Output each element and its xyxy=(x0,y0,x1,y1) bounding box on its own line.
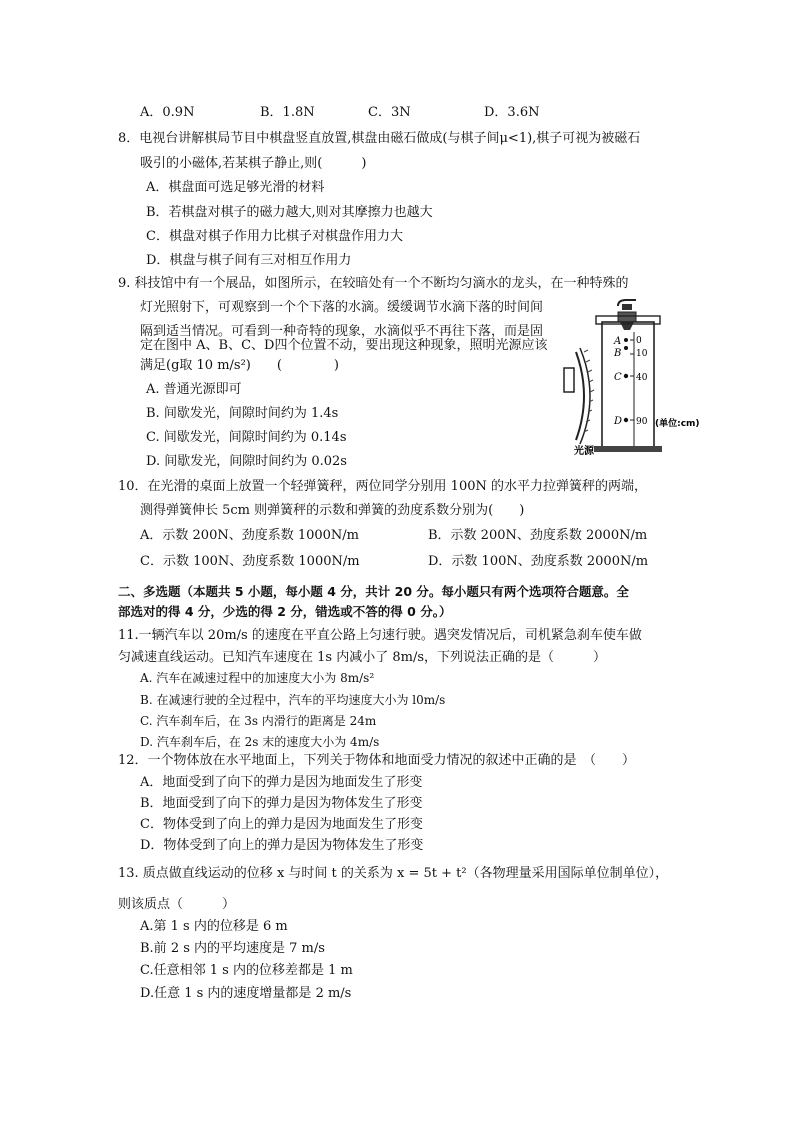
q8-stem-line1: 8．电视台讲解棋局节目中棋盘竖直放置,棋盘由磁石做成(与棋子间μ<1),棋子可视为被磁石 xyxy=(118,131,641,146)
tick-40: 40 xyxy=(636,373,648,383)
section2-heading-line1: 二、多选题（本题共 5 小题，每小题 4 分，共计 20 分。每小题只有两个选项符合题意。全 xyxy=(118,584,629,599)
q9-option-c: C. 间歇发光，间隙时间约为 0.14s xyxy=(146,430,347,445)
q10-option-b: B．示数 200N、劲度系数 2000N/m xyxy=(428,528,648,543)
q11-stem-line1: 11.一辆汽车以 20m/s 的速度在平直公路上匀速行驶。遇突发情况后，司机紧急刹车使车做 xyxy=(118,628,642,643)
drop-b xyxy=(624,346,628,350)
label-b: B xyxy=(614,348,622,359)
tube xyxy=(594,316,662,452)
q7-option-a: A．0.9N xyxy=(140,105,195,120)
q13-option-a: A.第 1 s 内的位移是 6 m xyxy=(140,919,288,934)
q7-option-b: B．1.8N xyxy=(260,105,315,120)
q8-option-b: B．若棋盘对棋子的磁力越大,则对其摩擦力也越大 xyxy=(146,205,433,220)
light-source xyxy=(564,348,594,444)
q10-stem-line1: 10．在光滑的桌面上放置一个轻弹簧秤，两位同学分别用 100N 的水平力拉弹簧秤的两端， xyxy=(118,479,647,494)
q9-stem-line4: 定在图中 A、B、C、D四个位置不动，要出现这种现象，照明光源应该 xyxy=(140,338,548,353)
q9-stem-line5: 满足(g取 10 m/s²) ( ) xyxy=(140,358,340,373)
q13-stem-line1: 13. 质点做直线运动的位移 x 与时间 t 的关系为 x = 5t + t²（各物理量采用国际单位制单位）， xyxy=(118,866,669,881)
q13-option-d: D.任意 1 s 内的速度增量都是 2 m/s xyxy=(140,986,352,1001)
drop-c xyxy=(624,374,628,378)
q12-stem: 12．一个物体放在水平地面上，下列关于物体和地面受力情况的叙述中正确的是 （ ） xyxy=(118,753,636,768)
q9-stem-line3: 隔到适当情况。可看到一种奇特的现象，水滴似乎不再往下落，而是固 xyxy=(140,324,544,339)
tick-90: 90 xyxy=(636,417,648,427)
q9-stem-line1: 9. 科技馆中有一个展品，如图所示，在较暗处有一个不断均匀滴水的龙头，在一种特殊的 xyxy=(118,276,629,291)
label-d: D xyxy=(614,416,623,427)
q10-option-a: A．示数 200N、劲度系数 1000N/m xyxy=(140,528,360,543)
q10-stem-line2: 测得弹簧伸长 5cm 则弹簧秤的示数和弹簧的劲度系数分别为( ) xyxy=(140,503,525,518)
q8-option-d: D．棋盘与棋子间有三对相互作用力 xyxy=(146,253,352,268)
q7-option-c: C．3N xyxy=(368,105,411,120)
q13-stem-line2: 则该质点（ ） xyxy=(118,897,236,912)
faucet-tube-diagram xyxy=(556,296,716,458)
tick-0: 0 xyxy=(636,336,642,346)
q8-option-c: C．棋盘对棋子作用力比棋子对棋盘作用力大 xyxy=(146,229,403,244)
q13-option-c: C.任意相邻 1 s 内的位移差都是 1 m xyxy=(140,963,353,978)
q9-figure xyxy=(556,296,716,458)
q11-stem-line2: 匀减速直线运动。已知汽车速度在 1s 内减小了 8m/s，下列说法正确的是（ ） xyxy=(118,650,606,665)
q12-option-b: B．地面受到了向下的弹力是因为物体发生了形变 xyxy=(140,796,423,811)
drop-d xyxy=(624,418,628,422)
q13-option-b: B.前 2 s 内的平均速度是 7 m/s xyxy=(140,941,325,956)
q9-option-a: A. 普通光源即可 xyxy=(146,382,242,397)
q11-option-d: D. 汽车刹车后，在 2s 末的速度大小为 4m/s xyxy=(140,735,380,749)
faucet-icon xyxy=(618,300,636,330)
label-a: A xyxy=(614,336,622,347)
q10-option-d: D．示数 100N、劲度系数 2000N/m xyxy=(428,554,649,569)
q9-option-d: D. 间歇发光，间隙时间约为 0.02s xyxy=(146,454,347,469)
q9-option-b: B. 间歇发光，间隙时间约为 1.4s xyxy=(146,406,339,421)
label-c: C xyxy=(614,372,622,383)
q8-option-a: A．棋盘面可选足够光滑的材料 xyxy=(146,180,325,195)
q12-option-a: A．地面受到了向下的弹力是因为地面发生了形变 xyxy=(140,775,423,790)
q10-option-c: C．示数 100N、劲度系数 1000N/m xyxy=(140,554,360,569)
drop-a xyxy=(624,338,628,342)
unit-label: (单位:cm) xyxy=(655,419,700,429)
q7-option-d: D．3.6N xyxy=(484,105,540,120)
section2-heading-line2: 部选对的得 4 分，少选的得 2 分，错选或不答的得 0 分。） xyxy=(118,604,452,619)
q12-option-c: C．物体受到了向上的弹力是因为地面发生了形变 xyxy=(140,817,423,832)
tick-10: 10 xyxy=(636,349,648,359)
q11-option-a: A. 汽车在减速过程中的加速度大小为 8m/s² xyxy=(140,671,375,685)
q11-option-c: C. 汽车刹车后，在 3s 内滑行的距离是 24m xyxy=(140,714,377,728)
q9-stem-line2: 灯光照射下，可观察到一个个下落的水滴。缓缓调节水滴下落的时间间 xyxy=(140,300,544,315)
q12-option-d: D．物体受到了向上的弹力是因为物体发生了形变 xyxy=(140,838,424,853)
q11-option-b: B. 在减速行驶的全过程中，汽车的平均速度大小为 l0m/s xyxy=(140,693,446,707)
q8-stem-line2: 吸引的小磁体,若某棋子静止,则( ) xyxy=(140,156,367,171)
light-source-label: 光源 xyxy=(574,446,594,457)
